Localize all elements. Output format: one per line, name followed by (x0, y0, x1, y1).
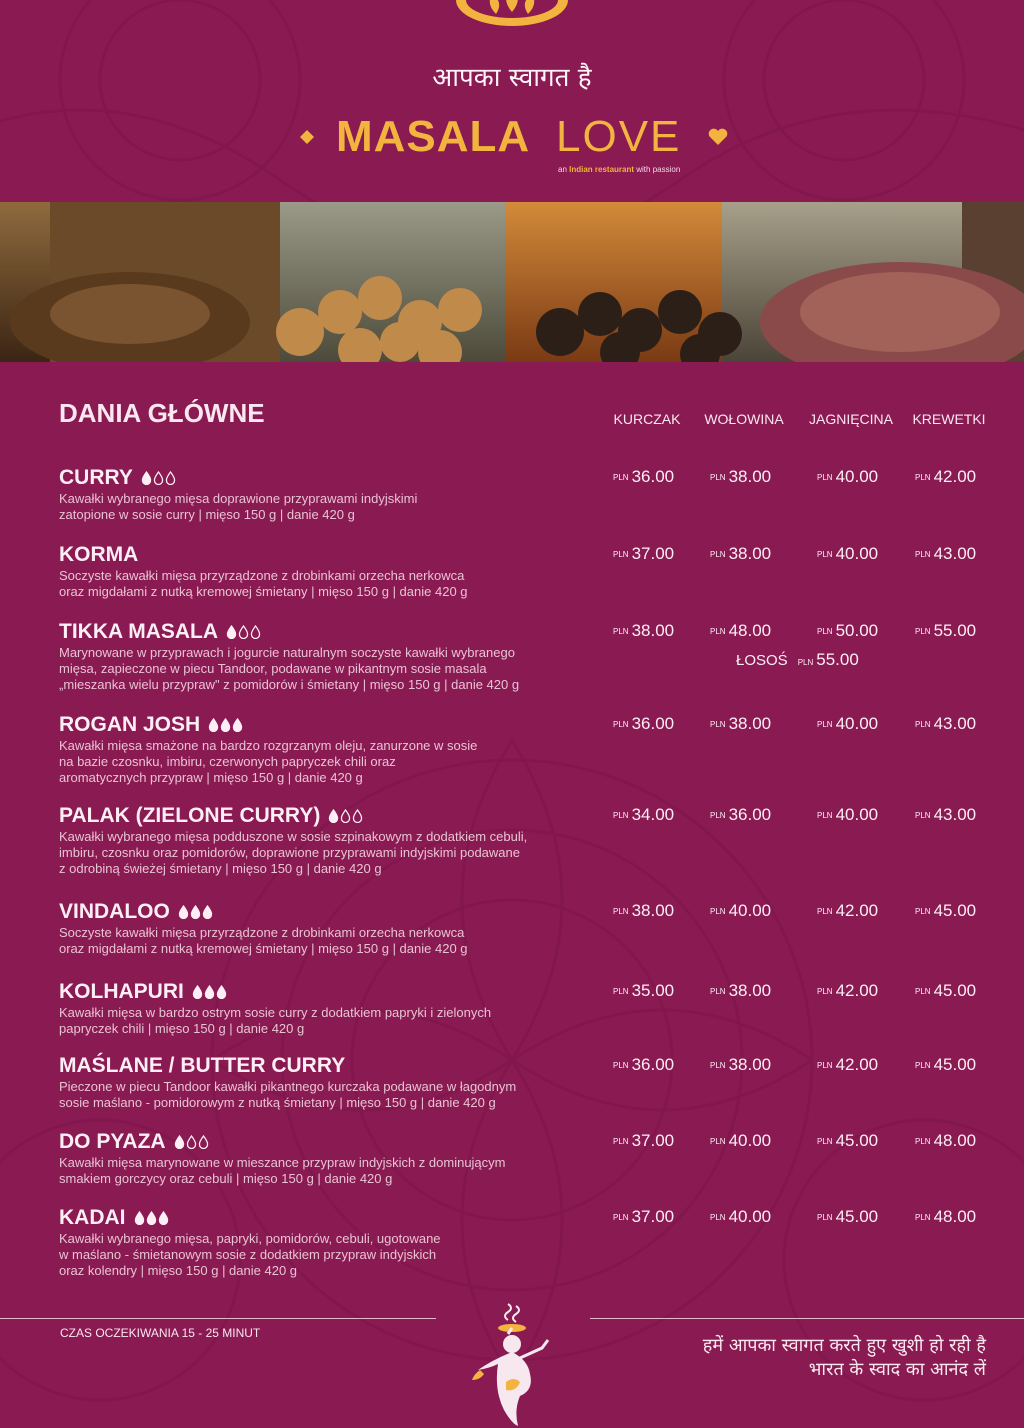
spices-photo (0, 202, 1024, 362)
currency-label: PLN (710, 1213, 726, 1223)
column-header-lamb: JAGNIĘCINA (808, 411, 893, 427)
price-amount: 45.00 (933, 981, 977, 1000)
brand-logo (0, 112, 1024, 172)
spice-level-indicator (226, 625, 261, 639)
currency-label: PLN (613, 627, 629, 637)
diamond-icon (300, 130, 314, 144)
price-amount: 43.00 (933, 544, 977, 563)
dish-price (817, 1055, 878, 1075)
dish-price (817, 901, 878, 921)
currency-label: PLN (710, 473, 726, 483)
currency-label: PLN (817, 1061, 833, 1071)
chili-drop-icon (174, 1135, 185, 1149)
dish-description: Marynowane w przyprawach i jogurcie naturalnym soczyste kawałki wybranego mięsa, zapieczone w piecu Tandoor, podawane w pikantnym sosie masala „mieszanka wielu przypraw" z pomidorów i śmietany | mięso 150 g | danie 420 g (59, 645, 520, 692)
chili-drop-icon (186, 1135, 197, 1149)
price-amount: 36.00 (631, 714, 675, 733)
dish-row (59, 465, 999, 523)
price-amount: 34.00 (631, 805, 675, 824)
chili-drop-icon (216, 985, 227, 999)
dish-price (613, 805, 674, 825)
chili-drop-icon (208, 718, 219, 732)
dish-price (817, 805, 878, 825)
price-amount: 40.00 (835, 714, 879, 733)
chili-drop-icon (146, 1211, 157, 1225)
dish-price (613, 621, 674, 641)
brand-name-masala: MASALA (336, 112, 531, 161)
chili-drop-icon (238, 625, 249, 639)
price-amount: 40.00 (728, 901, 772, 920)
dish-name-text: PALAK (ZIELONE CURRY) (59, 804, 321, 827)
dish-price (915, 981, 976, 1001)
spice-level-indicator (174, 1135, 209, 1149)
chili-drop-icon (352, 809, 363, 823)
price-amount: 38.00 (728, 544, 772, 563)
price-amount: 42.00 (835, 901, 879, 920)
dish-price (613, 714, 674, 734)
dish-price (710, 1131, 771, 1151)
section-title: DANIA GŁÓWNE (59, 398, 265, 428)
dish-price (915, 805, 976, 825)
price-amount: 38.00 (728, 981, 772, 1000)
dish-description: Kawałki wybranego mięsa podduszone w sosie szpinakowym z dodatkiem cebuli, imbiru, czosnku oraz pomidorów, doprawione przyprawami indyjskimi podawane z odrobiną świeżej śmietany | mięso 150 g | danie 420 g (59, 829, 528, 876)
price-amount: 45.00 (933, 901, 977, 920)
currency-label: PLN (817, 987, 833, 997)
dish-name-text: KOLHAPURI (59, 980, 184, 1003)
chili-drop-icon (250, 625, 261, 639)
currency-label: PLN (915, 1137, 931, 1147)
chili-drop-icon (232, 718, 243, 732)
currency-label: PLN (710, 720, 726, 730)
dish-price (817, 467, 878, 487)
dish-price (710, 467, 771, 487)
salmon-price (736, 650, 859, 670)
dish-description: Kawałki wybranego mięsa doprawione przyprawami indyjskimi zatopione w sosie curry | mięso 150 g | danie 420 g (59, 491, 418, 522)
price-amount: 37.00 (631, 544, 675, 563)
currency-label: PLN (817, 1213, 833, 1223)
price-amount: 38.00 (631, 901, 675, 920)
dish-price (710, 544, 771, 564)
dish-row (59, 619, 999, 693)
currency-label: PLN (710, 1061, 726, 1071)
chili-drop-icon (158, 1211, 169, 1225)
chili-drop-icon (198, 1135, 209, 1149)
price-amount: 43.00 (933, 714, 977, 733)
price-amount: 42.00 (933, 467, 977, 486)
chili-drop-icon (153, 471, 164, 485)
dish-price (915, 901, 976, 921)
dish-price (613, 901, 674, 921)
chili-drop-icon (134, 1211, 145, 1225)
currency-label: PLN (613, 1213, 629, 1223)
price-amount: 48.00 (728, 621, 772, 640)
currency-label: PLN (710, 1137, 726, 1147)
dish-price (613, 981, 674, 1001)
currency-label: PLN (915, 1061, 931, 1071)
price-amount: 40.00 (835, 805, 879, 824)
dish-price (613, 467, 674, 487)
dish-price (817, 981, 878, 1001)
dish-row (59, 803, 999, 877)
spice-level-indicator (192, 985, 227, 999)
waiting-time-note: CZAS OCZEKIWANIA 15 - 25 MINUT (60, 1326, 261, 1340)
currency-label: PLN (613, 907, 629, 917)
price-amount: 55.00 (816, 650, 859, 669)
spice-level-indicator (178, 905, 213, 919)
dish-price (915, 1131, 976, 1151)
currency-label: PLN (817, 1137, 833, 1147)
footer-hindi-line-1: हमें आपका स्वागत करते हुए खुशी हो रही है (702, 1335, 986, 1356)
price-amount: 37.00 (631, 1207, 675, 1226)
dish-name-text: DO PYAZA (59, 1130, 166, 1153)
dish-row (59, 899, 999, 957)
dish-description: Pieczone w piecu Tandoor kawałki pikantnego kurczaka podawane w łagodnym sosie maślano - pomidorowym z nutką śmietany | mięso 150 g | danie 420 g (59, 1079, 517, 1110)
dish-price (710, 1055, 771, 1075)
dish-row (59, 979, 999, 1037)
currency-label: PLN (817, 907, 833, 917)
dish-description: Kawałki wybranego mięsa, papryki, pomidorów, cebuli, ugotowane w maślano - śmietanowym sosie z dodatkiem przypraw indyjskich oraz kolendry | mięso 150 g | danie 420 g (59, 1231, 441, 1278)
dish-price (613, 544, 674, 564)
footer-divider-left (0, 1318, 436, 1319)
price-amount: 38.00 (728, 1055, 772, 1074)
dish-price (915, 1207, 976, 1227)
currency-label: PLN (613, 811, 629, 821)
dish-name-text: VINDALOO (59, 900, 170, 923)
price-amount: 35.00 (631, 981, 675, 1000)
price-amount: 42.00 (835, 981, 879, 1000)
price-amount: 40.00 (835, 467, 879, 486)
dish-name-text: MAŚLANE / BUTTER CURRY (59, 1054, 346, 1077)
heart-icon (708, 128, 728, 146)
chili-drop-icon (190, 905, 201, 919)
price-amount: 48.00 (933, 1207, 977, 1226)
dish-row (59, 1129, 999, 1187)
currency-label: PLN (613, 473, 629, 483)
dish-name-text: TIKKA MASALA (59, 620, 219, 643)
currency-label: PLN (915, 987, 931, 997)
currency-label: PLN (915, 473, 931, 483)
dish-description: Kawałki mięsa smażone na bardzo rozgrzanym oleju, zanurzone w sosie na bazie czosnku, imbiru, czerwonych papryczek chili oraz aromatycznych przypraw | mięso 150 g | danie 420 g (59, 738, 478, 785)
chili-drop-icon (340, 809, 351, 823)
dish-price (613, 1131, 674, 1151)
spice-level-indicator (208, 718, 243, 732)
currency-label: PLN (797, 658, 814, 667)
currency-label: PLN (915, 627, 931, 637)
dish-row (59, 1053, 999, 1111)
spice-level-indicator (328, 809, 363, 823)
dish-row (59, 542, 999, 600)
price-amount: 45.00 (835, 1207, 879, 1226)
price-amount: 38.00 (728, 714, 772, 733)
currency-label: PLN (710, 811, 726, 821)
lotus-logo-icon (452, 0, 572, 40)
chili-drop-icon (328, 809, 339, 823)
chili-drop-icon (220, 718, 231, 732)
currency-label: PLN (915, 811, 931, 821)
dish-price (710, 901, 771, 921)
currency-label: PLN (613, 987, 629, 997)
dish-price (915, 714, 976, 734)
price-amount: 37.00 (631, 1131, 675, 1150)
dish-price (817, 1131, 878, 1151)
dish-price (915, 621, 976, 641)
dish-price (710, 1207, 771, 1227)
price-amount: 40.00 (835, 544, 879, 563)
currency-label: PLN (710, 987, 726, 997)
dish-name-text: KORMA (59, 543, 139, 566)
dish-description: Soczyste kawałki mięsa przyrządzone z drobinkami orzecha nerkowca oraz migdałami z nutką kremowej śmietany | mięso 150 g | danie 420 g (59, 568, 468, 599)
dish-price (710, 714, 771, 734)
dish-price (817, 544, 878, 564)
dish-price (710, 805, 771, 825)
dish-price (613, 1207, 674, 1227)
dish-price (613, 1055, 674, 1075)
dish-price (915, 544, 976, 564)
price-amount: 43.00 (933, 805, 977, 824)
column-header-beef: WOŁOWINA (704, 411, 784, 427)
dish-price (817, 1207, 878, 1227)
currency-label: PLN (817, 720, 833, 730)
price-amount: 48.00 (933, 1131, 977, 1150)
currency-label: PLN (915, 907, 931, 917)
price-amount: 42.00 (835, 1055, 879, 1074)
price-amount: 36.00 (631, 467, 675, 486)
currency-label: PLN (817, 811, 833, 821)
footer-hindi-text (703, 1334, 986, 1382)
dish-name-text: ROGAN JOSH (59, 713, 201, 736)
welcome-hindi-text: आपका स्वागत है (432, 63, 592, 93)
footer-hindi-line-2: भारत के स्वाद का आनंद लें (808, 1359, 986, 1380)
dish-price (915, 467, 976, 487)
chili-drop-icon (192, 985, 203, 999)
brand-tagline: an Indian restaurant with passion (558, 165, 681, 174)
price-amount: 50.00 (835, 621, 879, 640)
dish-name-text: KADAI (59, 1206, 126, 1229)
dish-description: Kawałki mięsa w bardzo ostrym sosie curry z dodatkiem papryki i zielonych papryczek chili | mięso 150 g | danie 420 g (59, 1005, 492, 1036)
price-amount: 40.00 (728, 1207, 772, 1226)
currency-label: PLN (710, 550, 726, 560)
chili-drop-icon (178, 905, 189, 919)
currency-label: PLN (710, 627, 726, 637)
dish-price (710, 981, 771, 1001)
column-header-shrimp: KREWETKI (912, 411, 986, 427)
dish-price (817, 621, 878, 641)
dish-description: Soczyste kawałki mięsa przyrządzone z drobinkami orzecha nerkowca oraz migdałami z nutką kremowej śmietany | mięso 150 g | danie 420 g (59, 925, 468, 956)
currency-label: PLN (817, 473, 833, 483)
currency-label: PLN (817, 627, 833, 637)
chili-drop-icon (202, 905, 213, 919)
dish-price (710, 621, 771, 641)
currency-label: PLN (710, 907, 726, 917)
currency-label: PLN (613, 1061, 629, 1071)
price-amount: 55.00 (933, 621, 977, 640)
salmon-label: ŁOSOŚ (736, 652, 788, 669)
dish-row (59, 712, 999, 786)
dish-price (915, 1055, 976, 1075)
currency-label: PLN (613, 720, 629, 730)
dish-name-text: CURRY (59, 466, 133, 489)
column-header-chicken: KURCZAK (613, 411, 681, 427)
currency-label: PLN (613, 1137, 629, 1147)
chili-drop-icon (204, 985, 215, 999)
currency-label: PLN (817, 550, 833, 560)
currency-label: PLN (915, 720, 931, 730)
brand-name-love: LOVE (556, 112, 682, 161)
spice-level-indicator (134, 1211, 169, 1225)
dancer-figure-icon (468, 1300, 558, 1428)
dish-row (59, 1205, 999, 1279)
chili-drop-icon (141, 471, 152, 485)
dish-description: Kawałki mięsa marynowane w mieszance przypraw indyjskich z dominującym smakiem gorczycy oraz cebuli | mięso 150 g | danie 420 g (59, 1155, 506, 1186)
dish-price (817, 714, 878, 734)
price-amount: 45.00 (835, 1131, 879, 1150)
price-amount: 36.00 (728, 805, 772, 824)
price-amount: 38.00 (631, 621, 675, 640)
chili-drop-icon (226, 625, 237, 639)
price-amount: 36.00 (631, 1055, 675, 1074)
price-amount: 40.00 (728, 1131, 772, 1150)
header (0, 0, 1024, 200)
currency-label: PLN (915, 550, 931, 560)
currency-label: PLN (613, 550, 629, 560)
footer-divider-right (590, 1318, 1024, 1319)
price-amount: 45.00 (933, 1055, 977, 1074)
price-amount: 38.00 (728, 467, 772, 486)
spice-level-indicator (141, 471, 176, 485)
chili-drop-icon (165, 471, 176, 485)
currency-label: PLN (915, 1213, 931, 1223)
